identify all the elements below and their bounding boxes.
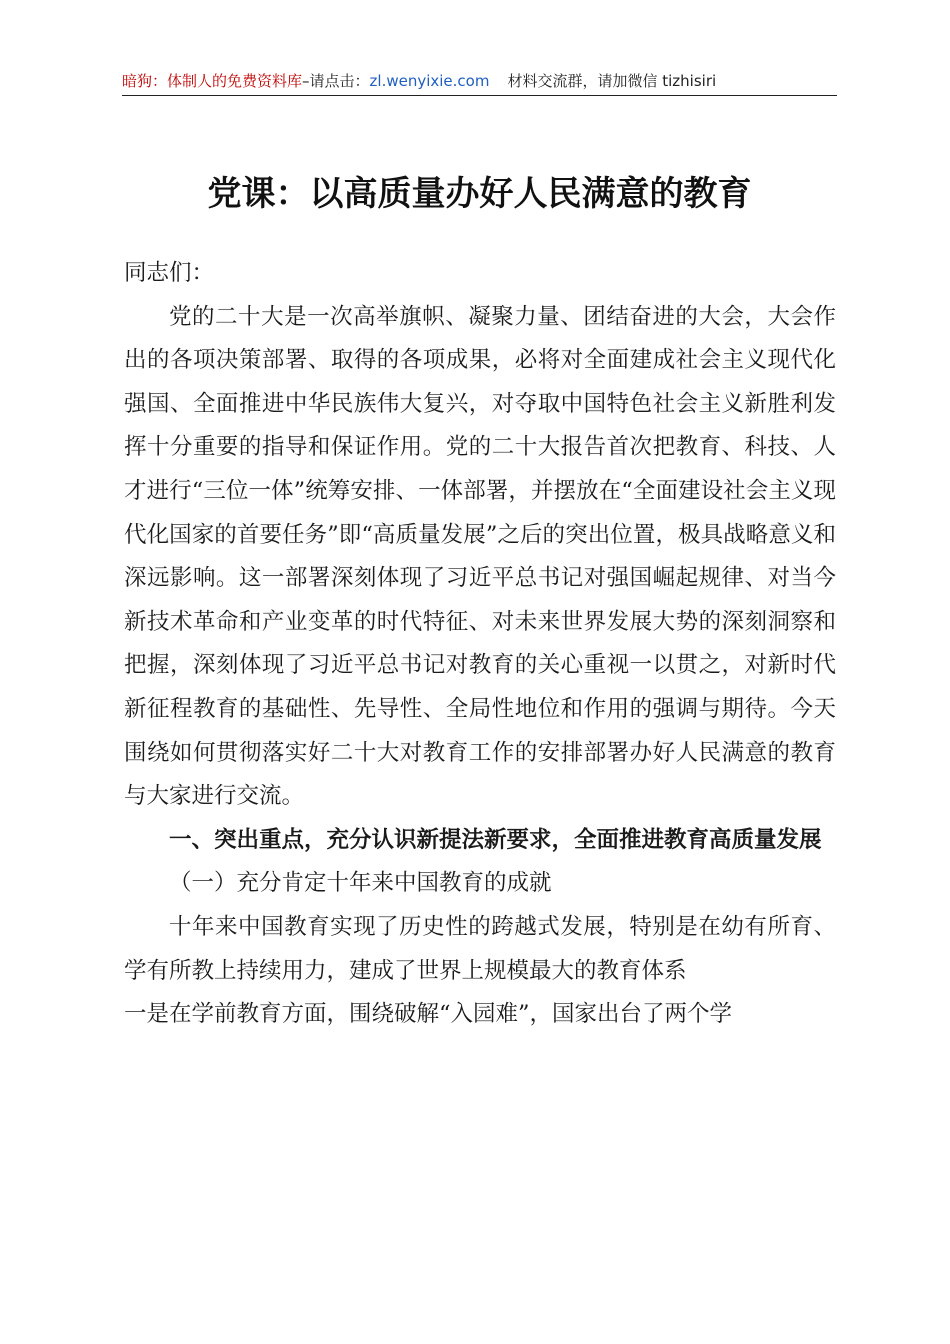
header-divider	[122, 95, 837, 96]
subsection-heading-1: （一）充分肯定十年来中国教育的成就	[169, 870, 552, 897]
header-url-link[interactable]: zl.wenyixie.com	[369, 72, 490, 90]
paragraph-intro: 党的二十大是一次高举旗帜、凝聚力量、团结奋进的大会，大会作出的各项决策部署、取得的各项成果，必将对全面建成社会主义现代化强国、全面推进中华民族伟大复兴，对夺取中国特色社会主义新胜利发挥十分重要的指导和保证作用。党的二十大报告首次把教育、科技、人才进行“三位一体”统筹安排、一体部署，并摆放在“全面建设社会主义现代化国家的首要任务”即“高质量发展”之后的突出位置，极具战略意义和深远影响。这一部署深刻体现了习近平总书记对强国崛起规律、对当今新技术革命和产业变革的时代特征、对未来世界发展大势的深刻洞察和把握，深刻体现了习近平总书记对教育的关心重视一以贯之，对新时代新征程教育的基础性、先导性、全局性地位和作用的强调与期待。今天围绕如何贯彻落实好二十大对教育工作的安排部署办好人民满意的教育与大家进行交流。	[124, 303, 836, 810]
document-body	[124, 252, 836, 1037]
section-heading-1: 一、突出重点，充分认识新提法新要求，全面推进教育高质量发展	[169, 826, 822, 853]
header-promo-text: 暗狗：体制人的免费资料库	[122, 72, 303, 90]
page-header	[122, 70, 837, 92]
header-click-text: –请点击：	[302, 72, 370, 90]
document-title: 党课：以高质量办好人民满意的教育	[207, 174, 752, 214]
salutation: 同志们：	[124, 260, 215, 286]
header-contact-text: 材料交流群，请加微信 tizhisiri	[507, 72, 717, 90]
paragraph-preschool: 一是在学前教育方面，围绕破解“入园难”，国家出台了两个学	[124, 1001, 733, 1028]
paragraph-achievements: 十年来中国教育实现了历史性的跨越式发展，特别是在幼有所育、学有所教上持续用力，建成了世界上规模最大的教育体系	[124, 913, 836, 984]
